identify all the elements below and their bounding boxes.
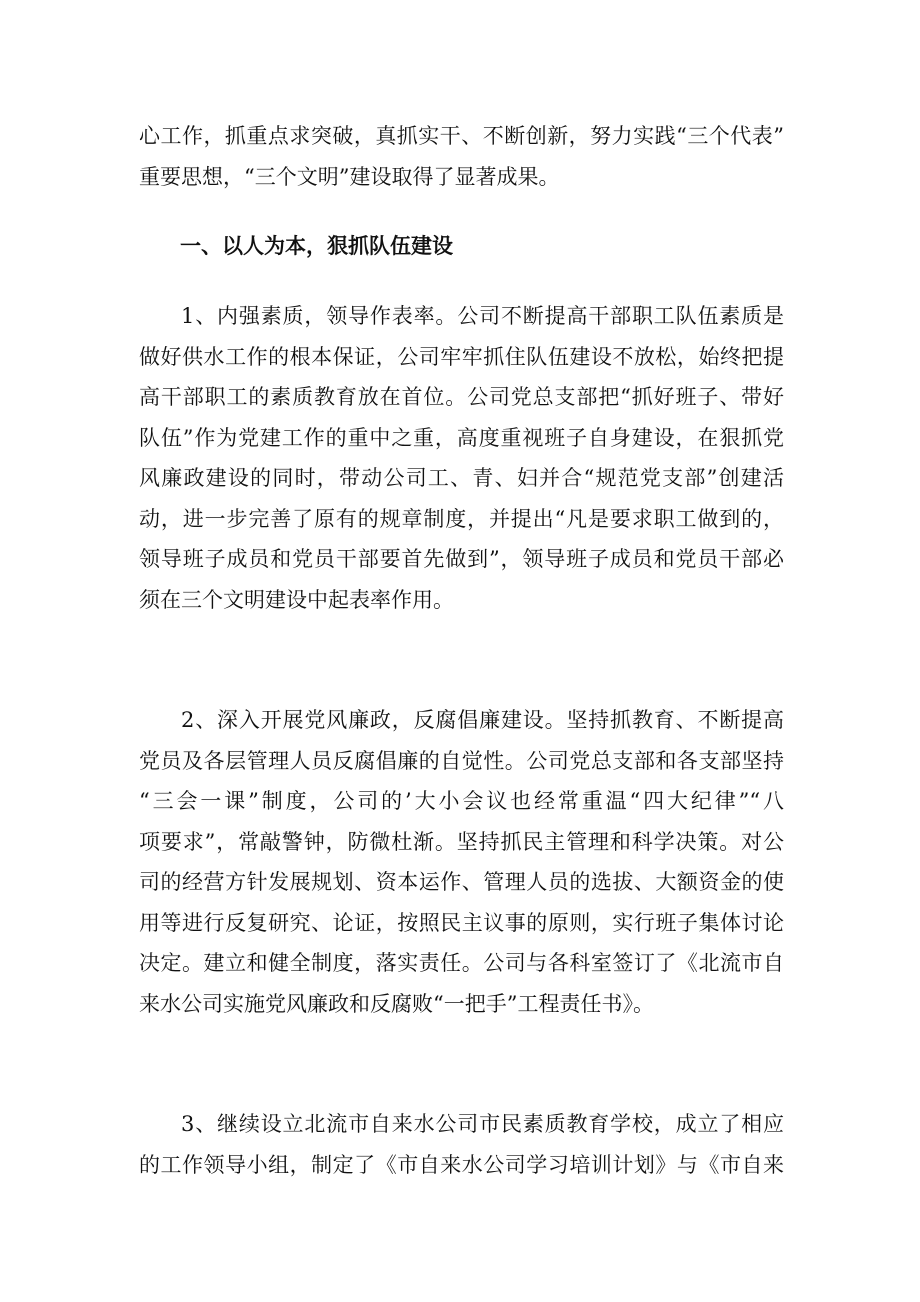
- paragraph-1-line-2: 做好供水工作的根本保证，公司牢牢抓住队伍建设不放松，始终把提: [139, 344, 784, 369]
- section-heading: 一、以人为本，狠抓队伍建设: [180, 234, 453, 258]
- paragraph-2-line-7: 决定。建立和健全制度，落实责任。公司与各科室签订了《北流市自: [139, 951, 784, 975]
- paragraph-1-line-7: 领导班子成员和党员干部要首先做到”，领导班子成员和党员干部必: [139, 547, 784, 571]
- paragraph-2-line-3: “三会一课”制度，公司的’大小会议也经常重温“四大纪律”“八: [139, 789, 784, 813]
- paragraph-3-line-2: 的工作领导小组，制定了《市自来水公司学习培训计划》与《市自来: [139, 1152, 784, 1177]
- intro-line-2: 重要思想，“三个文明”建设取得了显著成果。: [139, 164, 560, 189]
- paragraph-2-line-2: 党员及各层管理人员反腐倡廉的自觉性。公司党总支部和各支部坚持: [139, 748, 784, 773]
- paragraph-1-line-1: 1、内强素质，领导作表率。公司不断提高干部职工队伍素质是: [181, 304, 784, 328]
- paragraph-2-line-1: 2、深入开展党风廉政，反腐倡廉建设。坚持抓教育、不断提高: [181, 708, 784, 732]
- paragraph-2-line-6: 用等进行反复研究、论证，按照民主议事的原则，实行班子集体讨论: [139, 910, 784, 935]
- paragraph-1-line-3: 高干部职工的素质教育放在首位。公司党总支部把“抓好班子、带好: [139, 385, 784, 409]
- paragraph-2-line-4: 项要求”，常敲警钟，防微杜渐。坚持抓民主管理和科学决策。对公: [139, 829, 784, 854]
- paragraph-3-line-1: 3、继续设立北流市自来水公司市民素质教育学校，成立了相应: [181, 1112, 784, 1136]
- paragraph-1-line-6: 动，进一步完善了原有的规章制度，并提出“凡是要求职工做到的，: [139, 506, 784, 531]
- paragraph-2-line-8: 来水公司实施党风廉政和反腐败“一把手”工程责任书》。: [139, 991, 654, 1016]
- paragraph-1-line-4: 队伍”作为党建工作的重中之重，高度重视班子自身建设，在狠抓党: [139, 425, 784, 450]
- paragraph-1-line-5: 风廉政建设的同时，带动公司工、青、妇并合“规范党支部”创建活: [139, 466, 784, 490]
- paragraph-2: [139, 700, 784, 1024]
- paragraph-2-line-5: 司的经营方针发展规划、资本运作、管理人员的选拔、大额资金的使: [139, 870, 784, 894]
- intro-line-1: 心工作，抓重点求突破，真抓实干、不断创新，努力实践“三个代表”: [139, 124, 784, 148]
- paragraph-3: [139, 1104, 784, 1185]
- paragraph-1-line-8: 须在三个文明建设中起表率作用。: [139, 587, 454, 612]
- paragraph-1: [139, 296, 784, 620]
- intro-paragraph: [139, 116, 784, 197]
